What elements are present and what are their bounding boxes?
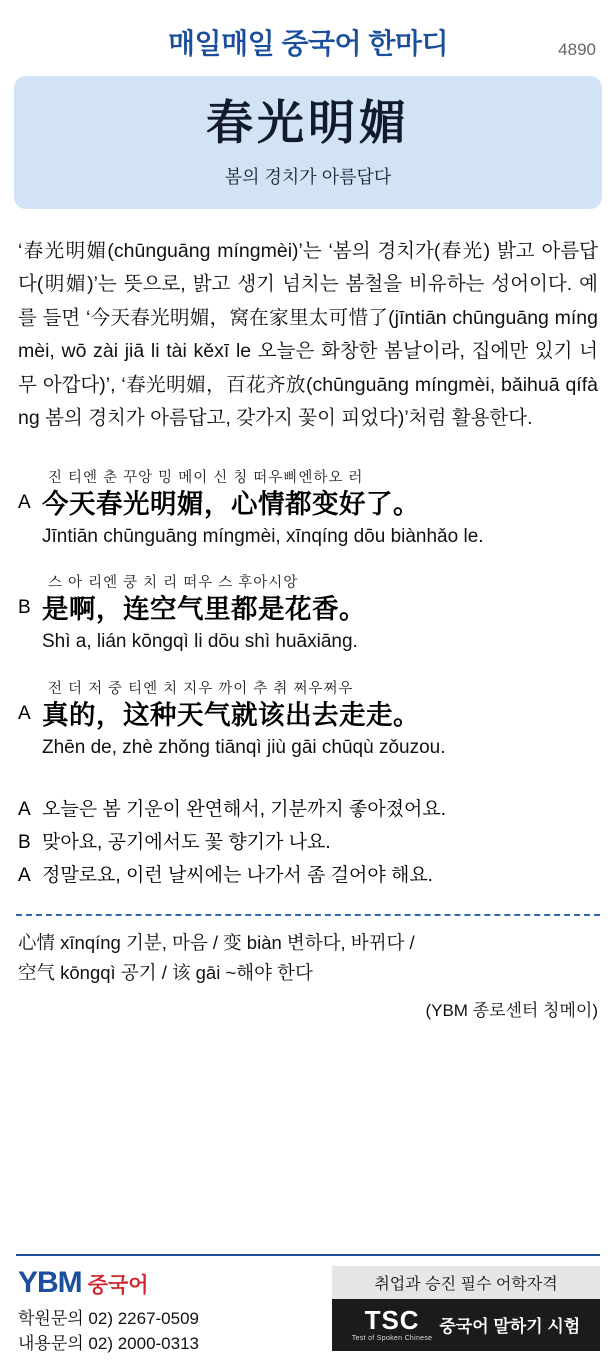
phrase-meaning: 봄의 경치가 아름답다 [224, 166, 392, 187]
translation-line [18, 827, 598, 860]
dialogue-ruby: 전 더 저 중 티엔 치 지우 까이 추 취 쩌우쩌우 [48, 680, 354, 697]
dialogue-hanzi: 真的，这种天气就该出去走走。 [42, 699, 420, 731]
phrase-banner [14, 76, 602, 209]
dialogue-line [18, 571, 598, 655]
footer-brand-block [16, 1266, 199, 1356]
dialogue-hanzi: 今天春光明媚，心情都变好了。 [42, 488, 420, 520]
dialogue-pinyin: Shì a, lián kōngqì li dōu shì huāxiāng. [42, 631, 358, 653]
dialogue-line [18, 466, 598, 550]
translation-line [18, 860, 598, 893]
footer-rule [16, 1254, 600, 1256]
page-title: 매일매일 중국어 한마디 [167, 28, 449, 59]
contact-content: 내용문의 02) 2000-0313 [18, 1333, 200, 1353]
page-header [0, 0, 616, 72]
dialogue-ruby: 스 아 리엔 쿵 치 리 떠우 스 후아시앙 [48, 575, 299, 592]
tsc-logo-subtext: Test of Spoken Chinese [351, 1335, 433, 1342]
dialogue-line [18, 677, 598, 761]
vocabulary-line: 心情 xīnqíng 기분, 마음 / 变 biàn 변하다, 바뀌다 / [18, 932, 415, 954]
explanation-text: ‘春光明媚(chūnguāng míngmèi)’는 ‘봄의 경치가(春光) 밝고 아름답다(明媚)’는 뜻으로, 밝고 생기 넘치는 봄철을 비유하는 성어이다. 예를 들면 ‘今天春光明媚，窝在家里太可惜了(jīntiān chūnguāng míngmèi, wō zài jiā li tài kěxī le 오늘은 화창한 봄날이라, 집에만 있기 너무 아깝다)’, ‘春光明媚，百花齐放(chūnguāng míngmèi, bǎihuā qífàng 봄의 경치가 아름답고, 갖가지 꽃이 피었다)’처럼 활용한다. [18, 239, 598, 430]
dialogue-speaker: A [18, 491, 31, 513]
dashed-divider [16, 914, 600, 916]
translation-speaker: A [18, 799, 31, 821]
contact-academy: 학원문의 02) 2267-0509 [18, 1309, 200, 1328]
dialogue-hanzi: 是啊，连空气里都是花香。 [42, 594, 366, 626]
tsc-korean-label: 중국어 말하기 시험 [439, 1317, 581, 1336]
credit-text: (YBM 종로센터 칭메이) [425, 1000, 598, 1020]
dialogue-pinyin: Zhēn de, zhè zhǒng tiānqì jiù gāi chūqù zǒuzou. [42, 736, 446, 758]
translation-text: 정말로요, 이런 날씨에는 나가서 좀 걸어야 해요. [42, 864, 433, 886]
tsc-tagline: 취업과 승진 필수 어학자격 [332, 1266, 600, 1299]
dialogue-pinyin: Jīntiān chūnguāng míngmèi, xīnqíng dōu biànhǎo le. [42, 525, 484, 547]
phrase-hanzi: 春光明媚 [206, 96, 410, 151]
dialogue-section [18, 466, 598, 761]
translation-line [18, 794, 598, 827]
translation-text: 오늘은 봄 기운이 완연해서, 기분까지 좋아졌어요. [42, 799, 447, 821]
contact-block [18, 1307, 199, 1356]
tsc-logo-text: TSC [364, 1305, 420, 1335]
ybm-logo-subtitle: 중국어 [87, 1274, 149, 1297]
tsc-logo [352, 1307, 433, 1342]
ybm-logo: YBM [18, 1266, 82, 1299]
translation-speaker: A [18, 864, 31, 886]
dialogue-speaker: A [18, 702, 31, 724]
translation-section [18, 794, 598, 892]
dialogue-speaker: B [18, 597, 31, 619]
tsc-ad[interactable] [332, 1266, 600, 1351]
vocabulary-section [18, 928, 598, 987]
vocabulary-line: 空气 kōngqì 공기 / 该 gāi ~해야 한다 [18, 962, 313, 984]
translation-speaker: B [18, 832, 31, 854]
translation-text: 맞아요, 공기에서도 꽃 향기가 나요. [42, 832, 331, 854]
page-footer [0, 1254, 616, 1372]
dialogue-ruby: 진 티엔 춘 꾸앙 밍 메이 신 칭 떠우삐엔하오 러 [48, 469, 364, 486]
issue-number: 4890 [558, 40, 596, 59]
